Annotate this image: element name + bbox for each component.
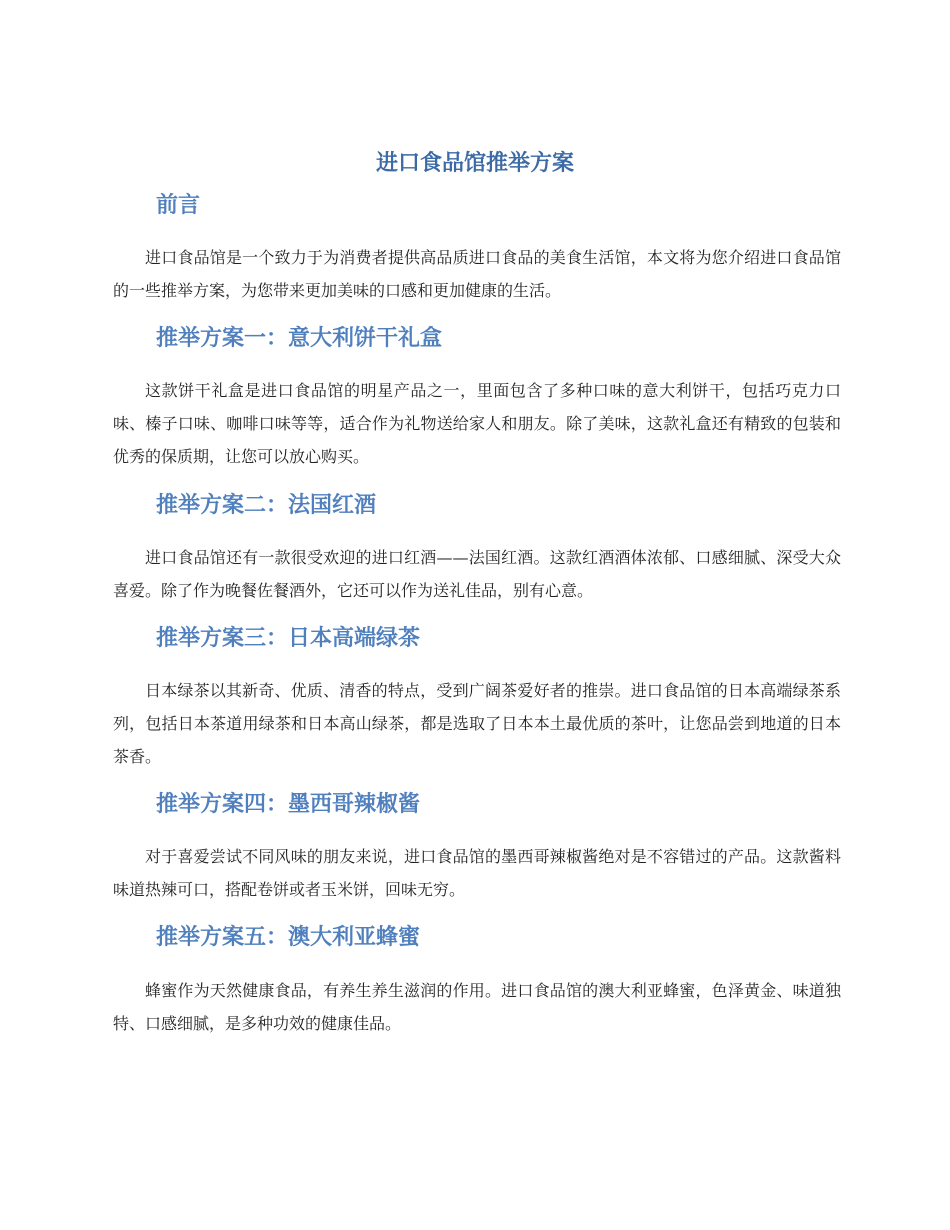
section-heading-plan-4: 推举方案四：墨西哥辣椒酱 [156,792,421,817]
section-body-preface: 进口食品馆是一个致力于为消费者提供高品质进口食品的美食生活馆，本文将为您介绍进口食品馆的一些推举方案，为您带来更加美味的口感和更加健康的生活。 [113,248,841,300]
section-body-plan-1: 这款饼干礼盒是进口食品馆的明星产品之一，里面包含了多种口味的意大利饼干，包括巧克力口味、榛子口味、咖啡口味等等，适合作为礼物送给家人和朋友。除了美味，这款礼盒还有精致的包装和优秀的保质期，让您可以放心购买。 [113,381,841,466]
section-heading-preface: 前言 [156,193,201,218]
document-title: 进口食品馆推举方案 [375,151,574,176]
section-heading-plan-5: 推举方案五：澳大利亚蜂蜜 [156,925,421,950]
section-body-plan-2: 进口食品馆还有一款很受欢迎的进口红酒——法国红酒。这款红酒酒体浓郁、口感细腻、深受大众喜爱。除了作为晚餐佐餐酒外，它还可以作为送礼佳品，别有心意。 [113,548,841,600]
section-body-plan-5: 蜂蜜作为天然健康食品，有养生养生滋润的作用。进口食品馆的澳大利亚蜂蜜，色泽黄金、味道独特、口感细腻，是多种功效的健康佳品。 [113,981,841,1033]
section-body-plan-3: 日本绿茶以其新奇、优质、清香的特点，受到广阔茶爱好者的推崇。进口食品馆的日本高端绿茶系列，包括日本茶道用绿茶和日本高山绿茶，都是选取了日本本土最优质的茶叶，让您品尝到地道的日本茶香。 [113,681,841,766]
section-heading-plan-1: 推举方案一：意大利饼干礼盒 [156,326,443,351]
section-body-plan-4: 对于喜爱尝试不同风味的朋友来说，进口食品馆的墨西哥辣椒酱绝对是不容错过的产品。这款酱料味道热辣可口，搭配卷饼或者玉米饼，回味无穷。 [113,847,841,899]
section-heading-plan-2: 推举方案二：法国红酒 [156,493,377,518]
section-heading-plan-3: 推举方案三：日本高端绿茶 [156,626,421,651]
